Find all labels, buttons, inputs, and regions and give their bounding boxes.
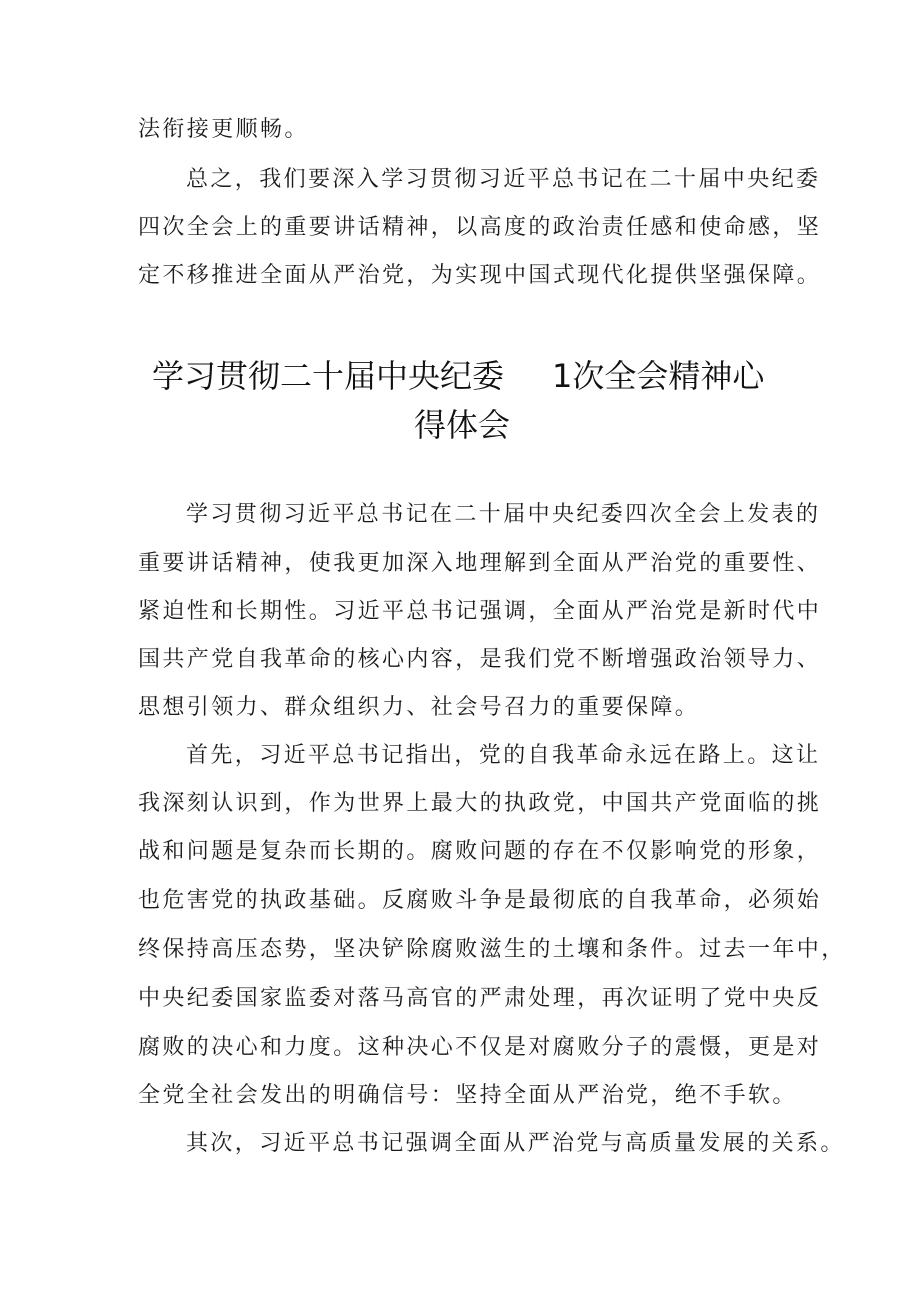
paragraph-line: 学习贯彻习近平总书记在二十届中央纪委四次全会上发表的 [186,502,821,527]
paragraph-line: 也危害党的执政基础。反腐败斗争是最彻底的自我革命，必须始 [138,888,822,913]
paragraph-line: 法衔接更顺畅。 [138,117,309,142]
paragraph-line: 腐败的决心和力度。这种决心不仅是对腐败分子的震慑，更是对 [138,1035,822,1060]
paragraph-line: 中央纪委国家监委对落马高官的严肃处理，再次证明了党中央反 [138,986,822,1011]
paragraph-line: 紧迫性和长期性。习近平总书记强调，全面从严治党是新时代中 [138,599,822,624]
paragraph-line: 战和问题是复杂而长期的。腐败问题的存在不仅影响党的形象， [138,839,822,864]
paragraph-line: 定不移推进全面从严治党，为实现中国式现代化提供坚强保障。 [138,263,822,288]
document-title-part3: 得体会 [414,406,511,444]
paragraph-line: 重要讲话精神，使我更加深入地理解到全面从严治党的重要性、 [138,551,822,576]
document-title-part1: 学习贯彻二十届中央纪委 [152,357,505,395]
paragraph-line: 全党全社会发出的明确信号：坚持全面从严治党，绝不手软。 [138,1083,797,1108]
document-title-part2: 1次全会精神心 [552,357,765,395]
paragraph-line: 我深刻认识到，作为世界上最大的执政党，中国共产党面临的挑 [138,791,822,816]
paragraph-line: 其次，习近平总书记强调全面从严治党与高质量发展的关系。 [186,1131,845,1156]
paragraph-line: 首先，习近平总书记指出，党的自我革命永远在路上。这让 [186,743,821,768]
paragraph-line: 思想引领力、群众组织力、社会号召力的重要保障。 [138,695,700,720]
paragraph-line: 总之，我们要深入学习贯彻习近平总书记在二十届中央纪委 [186,167,821,192]
paragraph-line: 国共产党自我革命的核心内容，是我们党不断增强政治领导力、 [138,647,822,672]
paragraph-line: 四次全会上的重要讲话精神，以高度的政治责任感和使命感，坚 [138,215,822,240]
paragraph-line: 终保持高压态势，坚决铲除腐败滋生的土壤和条件。过去一年中， [138,937,846,962]
